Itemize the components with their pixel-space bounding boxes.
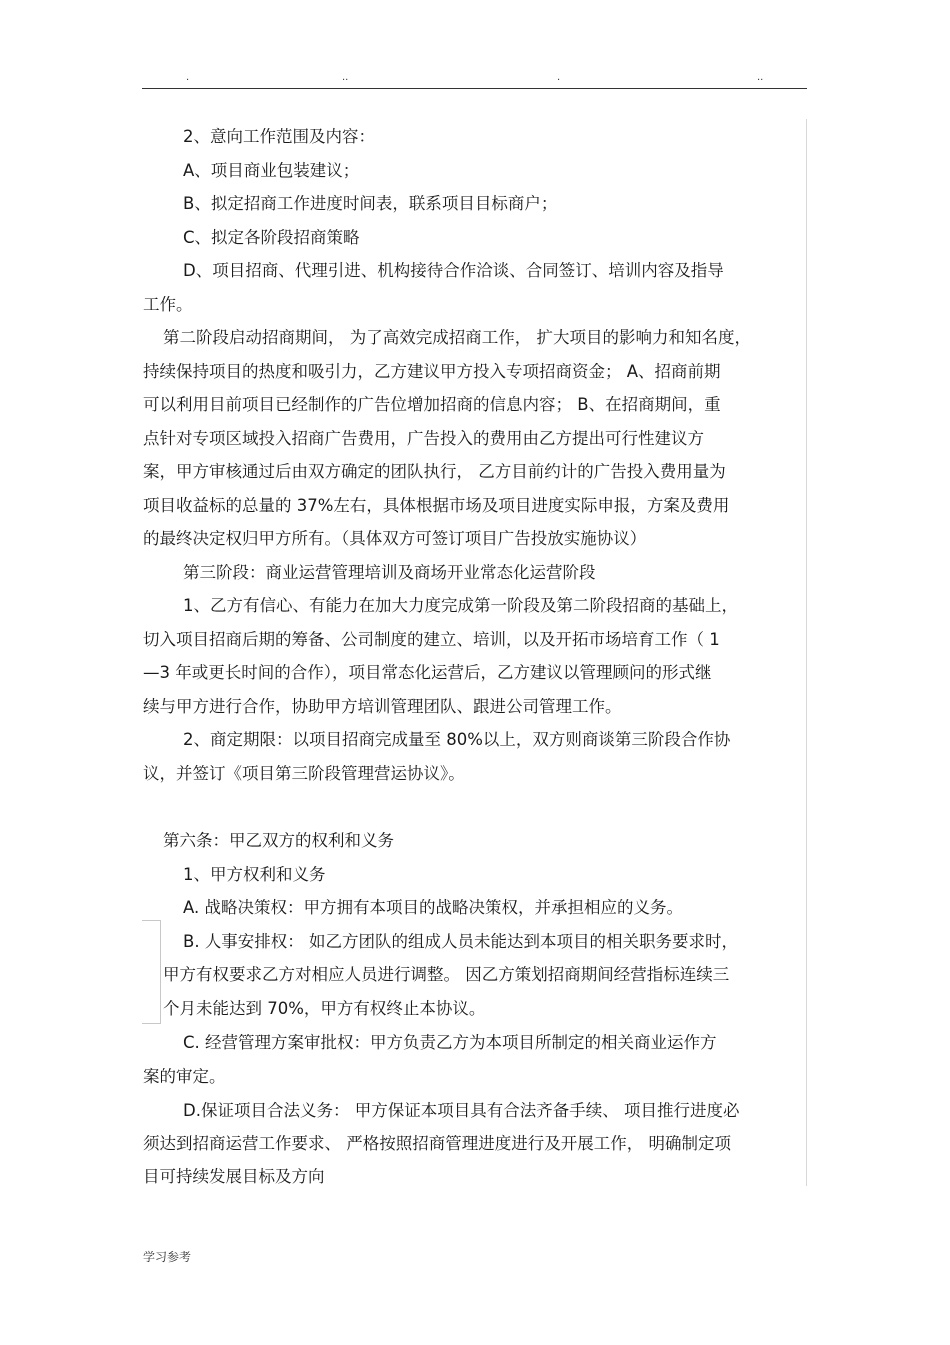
side-bracket <box>142 920 161 1024</box>
text-line: 第二阶段启动招商期间， 为了高效完成招商工作， 扩大项目的影响力和知名度， <box>163 328 751 347</box>
text-line: 的最终决定权归甲方所有。（具体双方可签订项目广告投放实施协议） <box>143 529 647 548</box>
header-dot-2: .. <box>342 72 349 83</box>
footer-text: 学习参考 <box>143 1250 192 1264</box>
text-line: 议，并签订《项目第三阶段管理营运协议》。 <box>143 764 465 783</box>
text-line: 点针对专项区域投入招商广告费用，广告投入的费用由乙方提出可行性建议方 <box>143 429 704 448</box>
text-line: 1、乙方有信心、有能力在加大力度完成第一阶段及第二阶段招商的基础上， <box>183 596 738 615</box>
text-line: 续与甲方进行合作，协助甲方培训管理团队、跟进公司管理工作。 <box>143 697 622 716</box>
header-rule <box>142 88 807 89</box>
text-line: B、拟定招商工作进度时间表，联系项目目标商户； <box>183 194 558 213</box>
text-line: —3 年或更长时间的合作），项目常态化运营后，乙方建议以管理顾问的形式继 <box>143 663 712 682</box>
text-line: C、拟定各阶段招商策略 <box>183 228 360 247</box>
text-line: 可以利用目前项目已经制作的广告位增加招商的信息内容； B、在招商期间，重 <box>143 395 721 414</box>
text-line: 须达到招商运营工作要求、 严格按照招商管理进度进行及开展工作， 明确制定项 <box>143 1134 731 1153</box>
text-line: 2、商定期限：以项目招商完成量至 80%以上，双方则商谈第三阶段合作协 <box>183 730 731 749</box>
text-line: 工作。 <box>143 295 193 314</box>
text-line: 目可持续发展目标及方向 <box>143 1167 325 1186</box>
text-line: 切入项目招商后期的筹备、公司制度的建立、培训，以及开拓市场培育工作（ 1 <box>143 630 720 649</box>
text-line: 个月未能达到 70%，甲方有权终止本协议。 <box>163 999 486 1018</box>
text-line: 案，甲方审核通过后由双方确定的团队执行， 乙方目前约计的广告投入费用量为 <box>143 462 726 481</box>
header-dot-1: . <box>186 72 190 83</box>
text-line: D.保证项目合法义务： 甲方保证本项目具有合法齐备手续、 项目推行进度必 <box>183 1101 740 1120</box>
text-line: 甲方有权要求乙方对相应人员进行调整。 因乙方策划招商期间经营指标连续三 <box>163 965 730 984</box>
text-line: 1、甲方权利和义务 <box>183 865 326 884</box>
text-line: 持续保持项目的热度和吸引力，乙方建议甲方投入专项招商资金； A、招商前期 <box>143 362 721 381</box>
text-line: 项目收益标的总量的 37%左右，具体根据市场及项目进度实际申报，方案及费用 <box>143 496 730 515</box>
text-line: 案的审定。 <box>143 1067 226 1086</box>
header-dot-3: . <box>557 72 561 83</box>
text-line: A. 战略决策权：甲方拥有本项目的战略决策权，并承担相应的义务。 <box>183 898 683 917</box>
text-line: A、项目商业包装建议； <box>183 161 360 180</box>
text-line: 2、意向工作范围及内容： <box>183 127 375 146</box>
text-line: D、项目招商、代理引进、机构接待合作洽谈、合同签订、培训内容及指导 <box>183 261 724 280</box>
text-line: B. 人事安排权： 如乙方团队的组成人员未能达到本项目的相关职务要求时， <box>183 932 739 951</box>
header-dot-4: .. <box>757 72 764 83</box>
text-line: C. 经营管理方案审批权：甲方负责乙方为本项目所制定的相关商业运作方 <box>183 1033 717 1052</box>
text-line: 第三阶段：商业运营管理培训及商场开业常态化运营阶段 <box>183 563 596 582</box>
section-heading: 第六条：甲乙双方的权利和义务 <box>163 831 394 850</box>
